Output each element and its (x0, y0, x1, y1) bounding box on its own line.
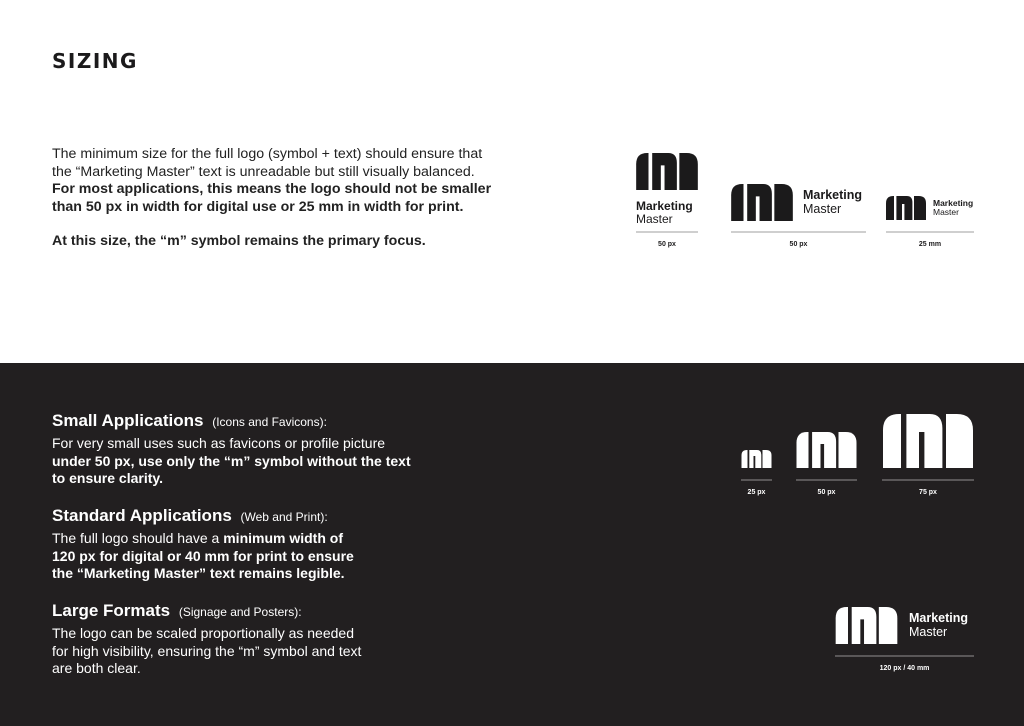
body-line: to ensure clarity. (52, 470, 164, 486)
size-caption: 75 px (919, 489, 937, 496)
size-rule (731, 231, 866, 233)
body-line: The logo can be scaled proportionally as needed (52, 625, 354, 641)
logo-wordmark (909, 612, 968, 640)
wordmark-line-1: Marketing (933, 197, 974, 208)
logo-example-stacked (636, 153, 698, 226)
size-caption: 25 mm (918, 241, 942, 248)
intro-bold-line-2: than 50 px in width for digital use or 25 mm in width for print. (52, 198, 464, 215)
m-logo-icon (636, 153, 698, 190)
section-heading-text: Large Formats (52, 601, 171, 620)
section-heading-sub: (Signage and Posters): (178, 605, 302, 619)
body-line: under 50 px, use only the “m” symbol without the text (52, 452, 411, 469)
logo-example-small (886, 196, 973, 220)
size-caption: 120 px / 40 mm (879, 665, 930, 672)
m-symbol-icon (796, 432, 857, 468)
logo-example-horizontal (731, 184, 862, 221)
body-line: the “Marketing Master” text remains legible. (52, 565, 345, 581)
size-rule (636, 231, 698, 233)
large-formats-section (52, 601, 472, 678)
intro-line-1: The minimum size for the full logo (symbol + text) should ensure that (52, 146, 483, 162)
small-applications-section (52, 411, 472, 488)
body-line: For very small uses such as favicons or profile picture (52, 435, 386, 451)
page-title: SIZING (52, 49, 138, 73)
standard-applications-section (52, 506, 472, 583)
size-rule (886, 231, 974, 233)
wordmark-line-2: Master (636, 212, 673, 227)
m-logo-icon (886, 196, 926, 220)
intro-bold-line-1: For most applications, this means the logo should not be smaller (52, 181, 492, 197)
wordmark-line-2: Master (933, 207, 959, 217)
logo-wordmark (803, 189, 862, 217)
size-caption: 50 px (817, 489, 836, 496)
size-rule (882, 479, 974, 481)
body-line: for high visibility, ensuring the “m” symbol and text (52, 642, 362, 659)
section-heading (52, 411, 472, 432)
size-rule (835, 655, 974, 657)
body-line: are both clear. (52, 660, 141, 676)
section-body (52, 625, 472, 678)
m-symbol-icon (741, 450, 772, 468)
m-logo-icon (835, 607, 898, 644)
section-heading-sub: (Icons and Favicons): (212, 415, 327, 429)
size-rule (796, 479, 857, 481)
intro-line-2: the “Marketing Master” text is unreadable but still visually balanced. (52, 163, 475, 180)
section-heading (52, 601, 472, 622)
wordmark-line-1: Marketing (803, 187, 863, 202)
intro-text (52, 146, 522, 251)
dark-panel (0, 363, 1024, 726)
section-body (52, 530, 472, 583)
section-heading (52, 506, 472, 527)
wordmark-line-2: Master (909, 624, 948, 639)
size-caption: 25 px (747, 489, 766, 496)
wordmark-line-1: Marketing (636, 199, 693, 213)
section-heading-text: Standard Applications (52, 506, 232, 525)
size-caption: 50 px (789, 241, 808, 248)
m-symbol-icon (882, 414, 974, 468)
intro-focus-note: At this size, the “m” symbol remains the primary focus. (52, 233, 426, 249)
section-heading-sub: (Web and Print): (240, 510, 328, 524)
wordmark-line-1: Marketing (909, 610, 969, 625)
m-logo-icon (731, 184, 793, 221)
size-caption: 50 px (658, 241, 676, 248)
body-line: 120 px for digital or 40 mm for print to ensure (52, 547, 354, 564)
section-heading-text: Small Applications (52, 411, 204, 430)
size-rule (741, 479, 772, 481)
body-line: The full logo should have a (52, 530, 224, 546)
section-body (52, 435, 472, 488)
body-line-bold: minimum width of (223, 530, 343, 546)
logo-wordmark (636, 200, 698, 226)
logo-example-large (835, 607, 968, 644)
wordmark-line-2: Master (803, 201, 842, 216)
logo-wordmark (933, 199, 973, 218)
